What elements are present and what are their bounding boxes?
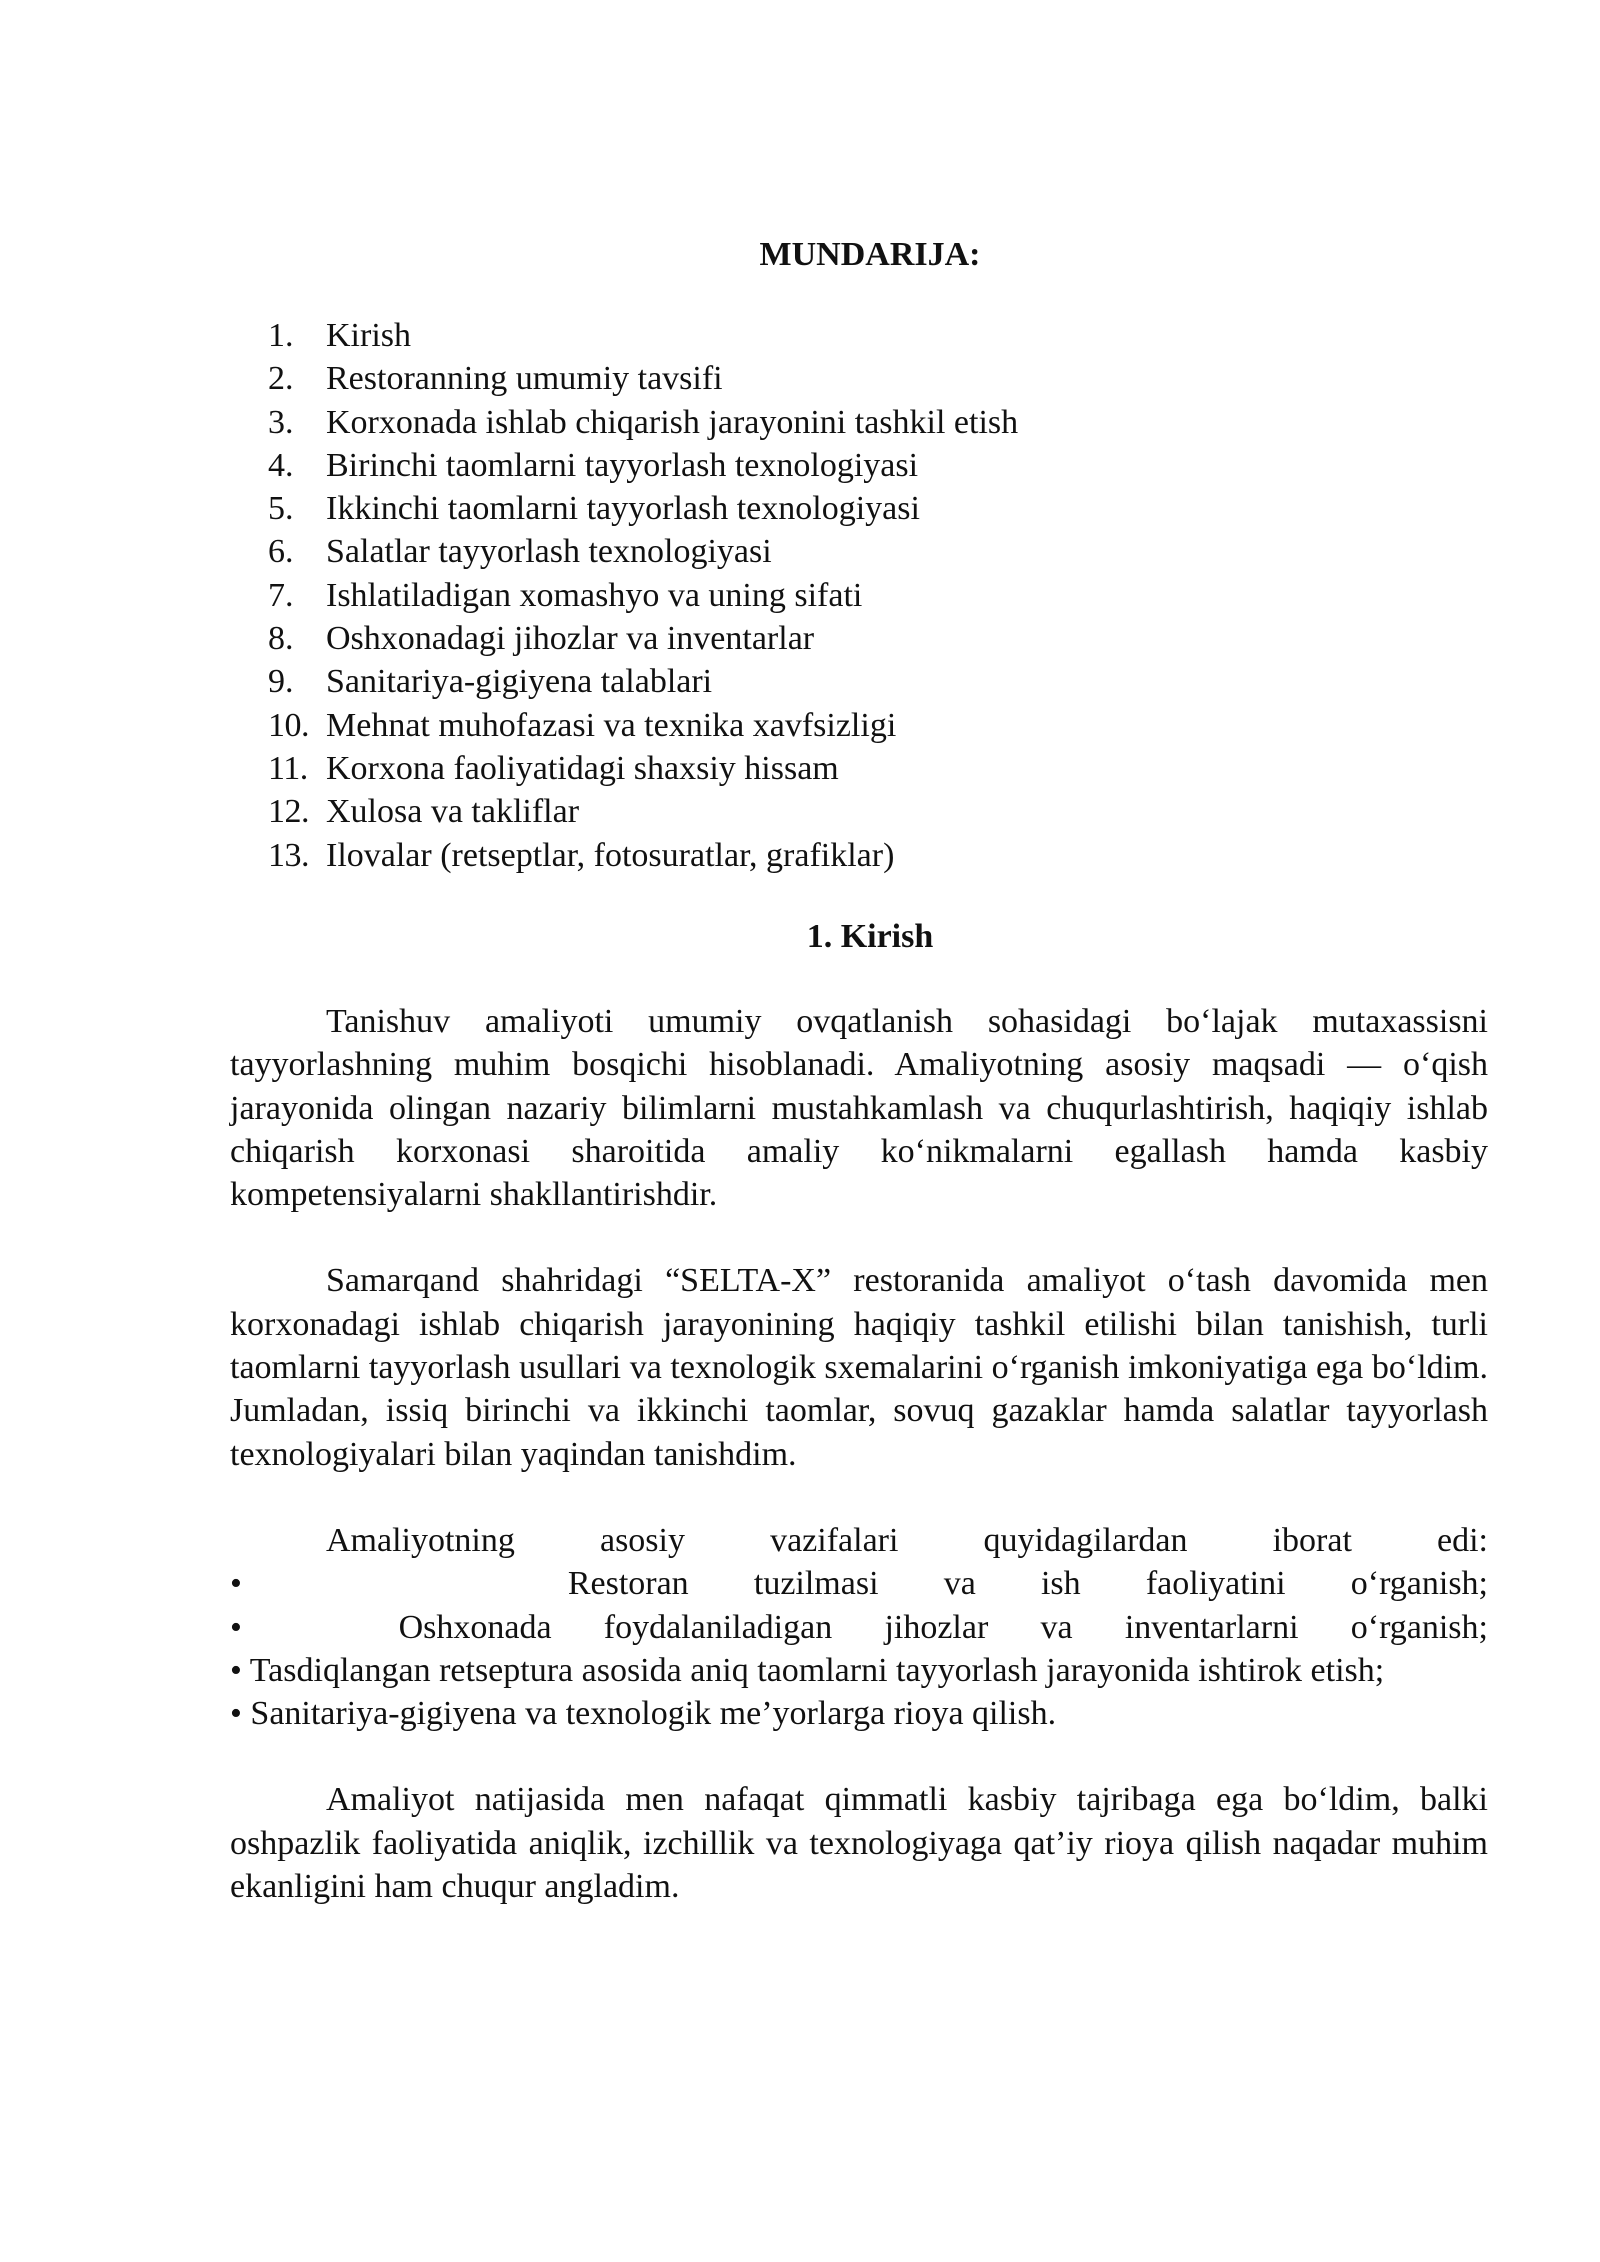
toc-item xyxy=(268,790,1018,833)
toc-item-number: 5. xyxy=(268,490,294,528)
toc-item xyxy=(268,401,1018,444)
task-item: • Tasdiqlangan retseptura asosida aniq taomlarni tayyorlash jarayonida ishtirok etish; xyxy=(230,1651,1385,1689)
toc-item-number: 2. xyxy=(268,360,294,398)
toc-item-text: Birinchi taomlarni tayyorlash texnologiyasi xyxy=(326,446,919,484)
section-heading: 1. Kirish xyxy=(806,918,934,955)
table-of-contents xyxy=(268,314,1018,877)
toc-item-text: Ikkinchi taomlarni tayyorlash texnologiyasi xyxy=(326,490,920,528)
toc-item-number: 4. xyxy=(268,446,294,484)
toc-item xyxy=(268,314,1018,357)
toc-item xyxy=(268,487,1018,530)
toc-item-number: 9. xyxy=(268,663,294,701)
toc-item-text: Oshxonadagi jihozlar va inventarlar xyxy=(326,620,815,658)
tasks-block xyxy=(230,1519,1488,1735)
toc-item xyxy=(268,444,1018,487)
toc-item-text: Mehnat muhofazasi va texnika xavfsizligi xyxy=(326,706,897,744)
toc-item-text: Korxonada ishlab chiqarish jarayonini tashkil etish xyxy=(326,403,1019,441)
toc-item xyxy=(268,660,1018,703)
toc-item-number: 12. xyxy=(268,793,309,831)
task-item: • Oshxonada foydalaniladigan jihozlar va inventarlarni o‘rganish; xyxy=(230,1608,1488,1646)
toc-title: MUNDARIJA: xyxy=(759,236,981,273)
toc-item-number: 1. xyxy=(268,317,294,354)
toc-item-text: Sanitariya-gigiyena talablari xyxy=(326,663,713,701)
toc-item xyxy=(268,747,1018,790)
intro-paragraph: Tanishuv amaliyoti umumiy ovqatlanish sohasidagi bo‘lajak mutaxassisni tayyorlashning muhim bosqichi hisoblanadi. Amaliyotning asosiy maqsadi — o‘qish jarayonida olingan nazariy bilimlarni mustahkamlash va chuqurlashtirish, haqiqiy ishlab chiqarish korxonasi sharoitida amaliy ko‘nikmalarni egallash hamda kasbiy kompetensiyalarni shakllantirishdir. xyxy=(230,1003,1488,1214)
toc-item-text: Kirish xyxy=(326,317,411,354)
practice-paragraph: Samarqand shahridagi “SELTA-X” restoranida amaliyot o‘tash davomida men korxonadagi ishlab chiqarish jarayonining haqiqiy tashkil etilishi bilan tanishish, turli taomlarni tayyorlash usullari va texnologik sxemalarini o‘rganish imkoniyatiga ega bo‘ldim. Jumladan, issiq birinchi va ikkinchi taomlar, sovuq gazaklar hamda salatlar tayyorlash texnologiyalari bilan yaqindan tanishdim. xyxy=(230,1262,1488,1473)
toc-item xyxy=(268,617,1018,660)
toc-item-text: Ilovalar (retseptlar, fotosuratlar, grafiklar) xyxy=(326,836,895,874)
section-body xyxy=(230,1000,1488,1951)
toc-item-number: 8. xyxy=(268,620,294,658)
toc-item xyxy=(268,574,1018,617)
toc-item xyxy=(268,357,1018,400)
toc-item-number: 3. xyxy=(268,403,294,441)
toc-item-text: Ishlatiladigan xomashyo va uning sifati xyxy=(326,576,863,614)
toc-item-text: Xulosa va takliflar xyxy=(326,793,580,831)
toc-item xyxy=(268,704,1018,747)
toc-item-text: Restoranning umumiy tavsifi xyxy=(326,360,723,398)
tasks-intro: Amaliyotning asosiy vazifalari quyidagilardan iborat edi: xyxy=(326,1521,1488,1559)
conclusion-paragraph: Amaliyot natijasida men nafaqat qimmatli kasbiy tajribaga ega bo‘ldim, balki oshpazlik faoliyatida aniqlik, izchillik va texnologiyaga qat’iy rioya qilish naqadar muhim ekanligini ham chuqur angladim. xyxy=(230,1781,1488,1906)
toc-item-text: Salatlar tayyorlash texnologiyasi xyxy=(326,533,772,571)
toc-item-number: 13. xyxy=(268,836,309,874)
toc-item-number: 11. xyxy=(268,749,308,787)
task-item: • Sanitariya-gigiyena va texnologik me’yorlarga rioya qilish. xyxy=(230,1695,1057,1733)
toc-item xyxy=(268,834,1018,877)
task-item: • Restoran tuzilmasi va ish faoliyatini o‘rganish; xyxy=(230,1565,1488,1603)
toc-item xyxy=(268,530,1018,573)
toc-item-number: 10. xyxy=(268,706,309,744)
toc-item-text: Korxona faoliyatidagi shaxsiy hissam xyxy=(326,749,839,787)
toc-item-number: 7. xyxy=(268,576,294,614)
toc-item-number: 6. xyxy=(268,533,294,571)
